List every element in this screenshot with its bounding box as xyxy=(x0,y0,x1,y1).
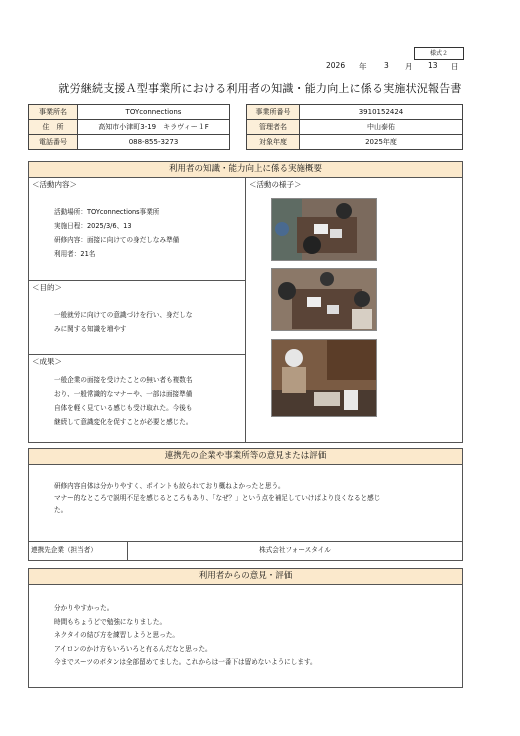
manager-value: 中山泰佑 xyxy=(300,120,463,135)
partner-comment xyxy=(54,480,380,516)
activity-photo-3 xyxy=(271,339,377,417)
form-number-box: 様式２ xyxy=(414,47,464,60)
users-section xyxy=(28,568,463,688)
result-line: 自体を軽く見ている感じも受け取れた。今後も xyxy=(54,404,193,412)
result-heading: ＜成果＞ xyxy=(32,357,62,366)
purpose-line: 一般就労に向けての意識づけを行い、身だしな xyxy=(54,311,193,319)
phone-label: 電話番号 xyxy=(29,135,78,150)
report-title: 就労継続支援Ａ型事業所における利用者の知識・能力向上に係る実施状況報告書 xyxy=(58,82,462,95)
activity-photo-1 xyxy=(271,198,377,261)
date-year-unit: 年 xyxy=(359,62,367,71)
partner-line: た。 xyxy=(54,506,68,514)
phone-value: 088-855-3273 xyxy=(78,135,230,150)
date-year: 2026 xyxy=(326,61,346,70)
users-header: 利用者からの意見・評価 xyxy=(29,569,462,585)
facility-info-table xyxy=(28,104,230,150)
result-line: おり、一般常識的なマナーや、一部は面接準備 xyxy=(54,390,193,398)
purpose-content xyxy=(54,308,192,336)
manager-label: 管理者名 xyxy=(247,120,300,135)
activity-photo-2 xyxy=(271,268,377,331)
user-comment-line: ネクタイの結び方を練習しようと思った。 xyxy=(54,631,180,639)
activity-line: 活動場所：TOYconnections事業所 xyxy=(54,208,160,216)
partner-section xyxy=(28,448,463,561)
date-day: 13 xyxy=(428,61,438,70)
row-divider xyxy=(29,354,245,355)
user-comment-line: 分かりやすかった。 xyxy=(54,604,114,612)
facility-number-label: 事業所番号 xyxy=(247,105,300,120)
date-month: 3 xyxy=(384,61,389,70)
activity-line: 実施日程：2025/3/6、13 xyxy=(54,222,132,230)
partner-line: マナー的なところで説明不足を感じるところもあり、「なぜ？」という点を補足していけばより良くなると感じ xyxy=(54,494,381,502)
purpose-line: みに関する知識を増やす xyxy=(54,325,127,333)
activity-heading: ＜活動内容＞ xyxy=(32,180,77,189)
row-divider xyxy=(29,280,245,281)
users-comment xyxy=(54,602,317,670)
partner-header: 連携先の企業や事業所等の意見または評価 xyxy=(29,449,462,465)
column-divider xyxy=(245,177,246,442)
overview-section xyxy=(28,161,463,443)
address-value: 高知市小津町3-19 キラヴィー１F xyxy=(78,120,230,135)
activity-line: 研修内容：面接に向けての身だしなみ準備 xyxy=(54,236,180,244)
facility-number-table xyxy=(246,104,463,150)
user-comment-line: 今までスーツのボタンは全部留めてました。これからは一番下は留めないようにします。 xyxy=(54,658,317,666)
date-day-unit: 日 xyxy=(451,62,459,71)
result-line: 一般企業の面接を受けたことの無い者も複数名 xyxy=(54,376,193,384)
user-comment-line: アイロンのかけ方もいろいろと有るんだなと思った。 xyxy=(54,644,212,653)
company-row-divider xyxy=(29,541,462,542)
facility-name-label: 事業所名 xyxy=(29,105,78,120)
fiscal-year-value: 2025年度 xyxy=(300,135,463,150)
facility-number-value: 3910152424 xyxy=(300,105,463,120)
user-comment-line: 時間もちょうどで勉強になりました。 xyxy=(54,617,167,626)
activity-line: 利用者：21名 xyxy=(54,250,96,258)
photos-heading: ＜活動の様子＞ xyxy=(249,180,302,189)
facility-name-value: TOYconnections xyxy=(78,105,230,120)
purpose-heading: ＜目的＞ xyxy=(32,283,62,292)
result-content xyxy=(54,373,192,429)
partner-line: 研修内容自体は分かりやすく、ポイントも絞られており概ねよかったと思う。 xyxy=(54,482,285,490)
result-line: 継続して意識変化を促すことが必要と感じた。 xyxy=(54,418,193,426)
fiscal-year-label: 対象年度 xyxy=(247,135,300,150)
company-label: 連携先企業（担当者） xyxy=(31,546,97,554)
company-name: 株式会社フォースタイル xyxy=(259,546,331,554)
activity-content xyxy=(54,205,179,261)
date-month-unit: 月 xyxy=(405,62,413,71)
overview-header: 利用者の知識・能力向上に係る実施概要 xyxy=(29,162,462,178)
address-label: 住 所 xyxy=(29,120,78,135)
